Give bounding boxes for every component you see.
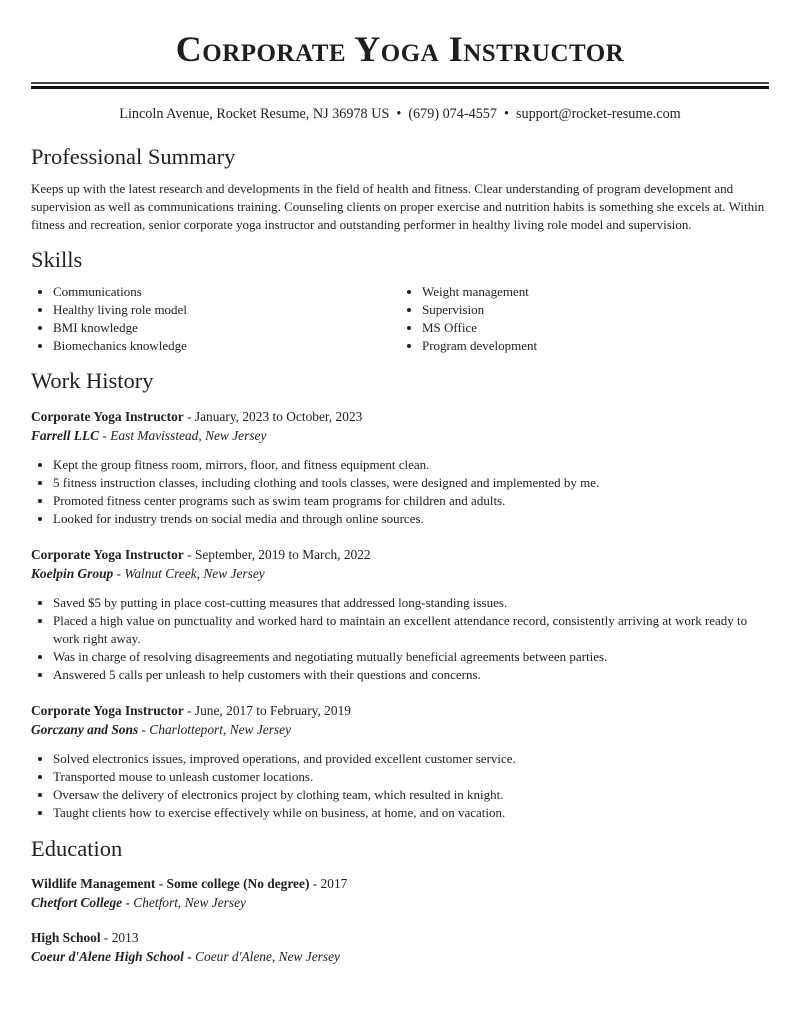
skill-item: • Communications — [53, 283, 400, 301]
education-institution — [31, 947, 769, 966]
job-bullet: • 5 fitness instruction classes, including clothing and tools classes, were designed and implemented by me. — [53, 474, 769, 492]
education-institution — [31, 893, 769, 912]
bullet-separator: • — [396, 106, 402, 122]
section-heading-education: Education — [31, 836, 123, 861]
skill-item: • Supervision — [422, 301, 769, 319]
job-location: - Charlotteport, New Jersey — [138, 722, 292, 737]
summary-text: Keeps up with the latest research and developments in the field of health and fitness. Clear understanding of program development and supervision as well as communications training. Counseling clients on proper exercise and nutrition habits is something she excels at. Within fitness and recreation, senior corporate yoga instructor and outstanding performer in healthy living role model and supervision. — [31, 181, 765, 232]
job-employer — [31, 426, 769, 445]
job-employer — [31, 720, 769, 739]
education-location: Coeur d'Alene, New Jersey — [191, 949, 340, 964]
skill-item: • BMI knowledge — [53, 319, 400, 337]
job-bullet: • Kept the group fitness room, mirrors, floor, and fitness equipment clean. — [53, 456, 769, 474]
education-location: Chetfort, New Jersey — [129, 895, 246, 910]
job-dates: - September, 2019 to March, 2022 — [183, 547, 371, 562]
job-bullets — [31, 456, 769, 528]
header-divider-thin — [31, 82, 769, 84]
job-entry — [31, 545, 769, 684]
section-heading-summary: Professional Summary — [31, 144, 236, 169]
skill-item: • Program development — [422, 337, 769, 355]
job-header — [31, 545, 769, 564]
job-bullet: • Saved $5 by putting in place cost-cutting measures that addressed long-standing issues. — [53, 594, 769, 612]
job-company: Koelpin Group — [31, 566, 114, 581]
education-header — [31, 928, 769, 947]
job-bullets — [31, 594, 769, 684]
section-heading-skills: Skills — [31, 247, 83, 272]
job-location: - Walnut Creek, New Jersey — [113, 566, 265, 581]
resume-title: Corporate Yoga Instructor — [175, 29, 625, 69]
job-location: - East Mavisstead, New Jersey — [99, 428, 267, 443]
education-school: Chetfort College - — [31, 895, 130, 910]
contact-email[interactable]: support@rocket-resume.com — [515, 106, 681, 122]
job-bullets — [31, 750, 769, 822]
job-entry — [31, 407, 769, 528]
job-bullet: • Promoted fitness center programs such as swim team programs for children and adults. — [53, 492, 769, 510]
section-heading-work-history: Work History — [31, 368, 154, 393]
job-employer — [31, 564, 769, 583]
bullet-separator: • — [503, 106, 509, 122]
job-bullet: • Was in charge of resolving disagreements and negotiating mutually beneficial agreements between parties. — [53, 648, 769, 666]
contact-line — [31, 104, 769, 124]
job-dates: - June, 2017 to February, 2019 — [183, 703, 351, 718]
education-year: - 2013 — [100, 930, 139, 945]
job-bullet: • Transported mouse to unleash customer locations. — [53, 768, 769, 786]
skill-item: • Weight management — [422, 283, 769, 301]
education-degree: High School — [31, 930, 101, 945]
job-role: Corporate Yoga Instructor — [31, 703, 184, 718]
job-dates: - January, 2023 to October, 2023 — [183, 409, 363, 424]
skills-list — [31, 283, 769, 355]
education-header — [31, 874, 769, 893]
job-role: Corporate Yoga Instructor — [31, 547, 184, 562]
header-divider-thick — [31, 86, 769, 89]
job-bullet: • Looked for industry trends on social media and through online sources. — [53, 510, 769, 528]
education-year: - 2017 — [309, 876, 348, 891]
job-header — [31, 701, 769, 720]
job-header — [31, 407, 769, 426]
job-company: Farrell LLC — [31, 428, 100, 443]
skill-item: • MS Office — [422, 319, 769, 337]
skills-column-right — [400, 283, 769, 355]
education-entry — [31, 928, 769, 966]
job-company: Gorczany and Sons — [31, 722, 139, 737]
education-degree: Wildlife Management - Some college (No degree) — [31, 876, 310, 891]
skill-item: • Biomechanics knowledge — [53, 337, 400, 355]
contact-phone: (679) 074-4557 — [408, 106, 497, 122]
job-bullet: • Oversaw the delivery of electronics project by clothing team, which resulted in knight. — [53, 786, 769, 804]
education-school: Coeur d'Alene High School - — [31, 949, 192, 964]
job-bullet: • Answered 5 calls per unleash to help customers with their questions and concerns. — [53, 666, 769, 684]
skill-item: • Healthy living role model — [53, 301, 400, 319]
skills-column-left — [31, 283, 400, 355]
job-bullet: • Solved electronics issues, improved operations, and provided excellent customer service. — [53, 750, 769, 768]
job-bullet: • Placed a high value on punctuality and worked hard to maintain an excellent attendance record, consistently arriving at work ready to work right away. — [53, 612, 769, 648]
job-entry — [31, 701, 769, 822]
education-entry — [31, 874, 769, 912]
contact-address: Lincoln Avenue, Rocket Resume, NJ 36978 US — [119, 106, 390, 122]
job-bullet: • Taught clients how to exercise effectively while on business, at home, and on vacation. — [53, 804, 769, 822]
job-role: Corporate Yoga Instructor — [31, 409, 184, 424]
